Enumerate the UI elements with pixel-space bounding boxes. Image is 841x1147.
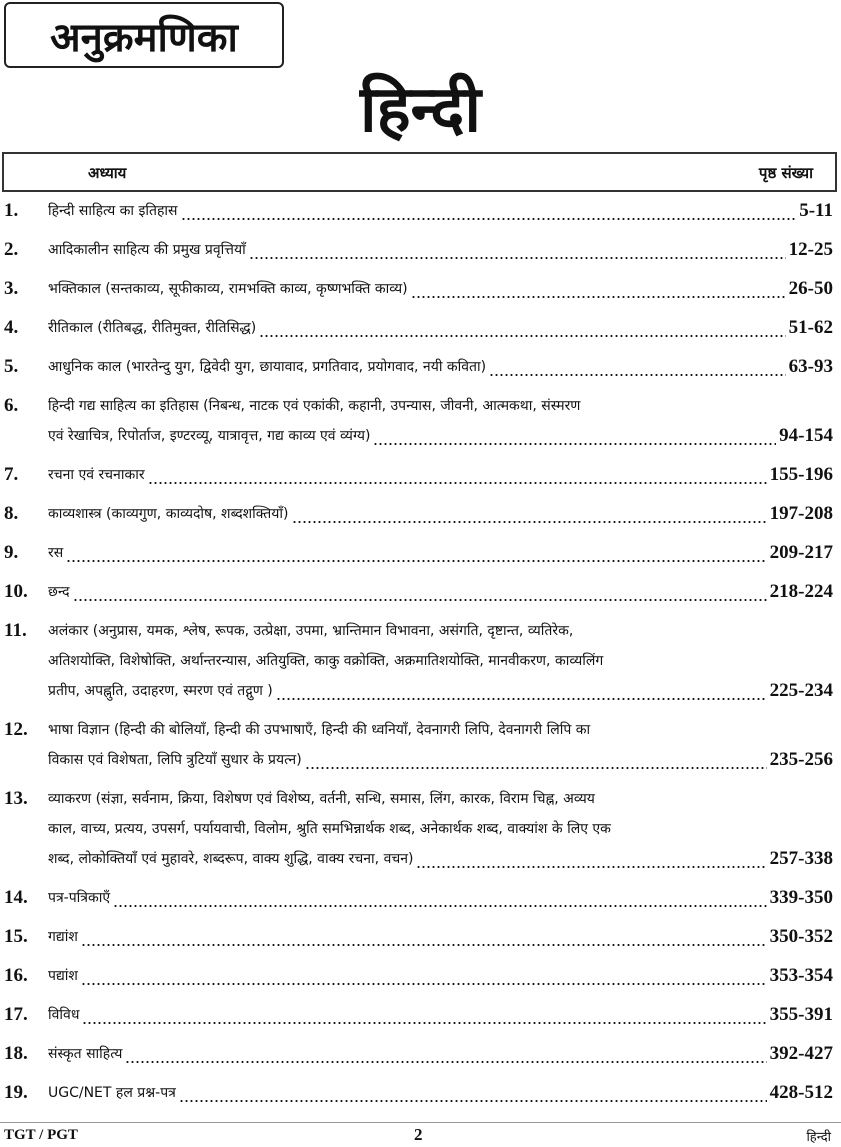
entry-pages: 392-427 [769, 1043, 833, 1064]
dot-leader [73, 577, 767, 607]
toc-entry[interactable] [0, 391, 841, 451]
entry-number: 9. [4, 542, 19, 563]
entry-number: 13. [4, 788, 28, 809]
entry-last-line [48, 421, 833, 451]
entry-body [48, 961, 841, 991]
dot-leader [489, 352, 786, 382]
toc-entry[interactable] [0, 352, 841, 382]
entry-number: 10. [4, 581, 28, 602]
entry-pages: 51-62 [788, 317, 833, 338]
entry-title-line: व्याकरण (संज्ञा, सर्वनाम, क्रिया, विशेषण एवं विशेष्य, वर्तनी, सन्धि, समास, लिंग, कारक, विराम चिह्न, अव्यय [48, 791, 595, 807]
entry-number: 8. [4, 503, 19, 524]
toc-entry[interactable] [0, 313, 841, 343]
dot-leader [66, 538, 766, 568]
entry-last-line [48, 745, 833, 775]
entry-number: 17. [4, 1004, 28, 1025]
toc-entry[interactable] [0, 715, 841, 775]
toc-entry[interactable] [0, 922, 841, 952]
entry-pages: 12-25 [788, 239, 833, 260]
entry-title-line: काव्यशास्त्र (काव्यगुण, काव्यदोष, शब्दशक्तियाँ) [48, 506, 289, 522]
footer-exam-label: TGT / PGT [4, 1127, 78, 1143]
entry-title-line: पत्र-पत्रिकाएँ [48, 890, 111, 906]
index-badge: अनुक्रमणिका [4, 2, 284, 68]
toc-entry[interactable] [0, 1039, 841, 1069]
entry-number: 11. [4, 620, 27, 641]
entry-pages: 209-217 [769, 542, 833, 563]
entry-title-line: हिन्दी साहित्य का इतिहास [48, 203, 178, 219]
entry-number: 6. [4, 395, 19, 416]
entry-body [48, 715, 841, 775]
entry-pages: 26-50 [788, 278, 833, 299]
toc-entry[interactable] [0, 196, 841, 226]
dot-leader [249, 235, 786, 265]
entry-body [48, 922, 841, 952]
entry-last-line [48, 235, 833, 265]
chapter-column-header: अध्याय [88, 164, 127, 182]
entry-body [48, 391, 841, 451]
entry-body [48, 196, 841, 226]
entry-title-line: भक्तिकाल (सन्तकाव्य, सूफीकाव्य, रामभक्ति काव्य, कृष्णभक्ति काव्य) [48, 281, 408, 297]
entry-title-line: पद्यांश [48, 968, 78, 984]
entry-title-line: रीतिकाल (रीतिबद्ध, रीतिमुक्त, रीतिसिद्ध) [48, 320, 257, 336]
entry-body [48, 784, 841, 874]
entry-title-line: अलंकार (अनुप्रास, यमक, श्लेष, रूपक, उत्प्रेक्षा, उपमा, भ्रान्तिमान विभावना, असंगति, दृष्टान्त, व्यतिरेक, [48, 623, 574, 639]
entry-pages: 63-93 [788, 356, 833, 377]
subject-title: हिन्दी [360, 73, 481, 147]
dot-leader [113, 883, 767, 913]
toc-entry[interactable] [0, 538, 841, 568]
entry-body [48, 460, 841, 490]
entry-last-line [48, 883, 833, 913]
entry-body [48, 352, 841, 382]
entry-title-line: आदिकालीन साहित्य की प्रमुख प्रवृत्तियाँ [48, 242, 246, 258]
entry-title-line: एवं रेखाचित्र, रिपोर्ताज, इण्टरव्यू, यात्रावृत्त, गद्य काव्य एवं व्यंग्य) [48, 428, 371, 444]
dot-leader [411, 274, 786, 304]
entry-last-line [48, 676, 833, 706]
entry-last-line [48, 1078, 833, 1108]
toc-entry[interactable] [0, 1000, 841, 1030]
page-number: 2 [414, 1125, 423, 1144]
entry-last-line [48, 577, 833, 607]
toc-entry[interactable] [0, 1078, 841, 1108]
entry-last-line [48, 844, 833, 874]
toc-entry[interactable] [0, 274, 841, 304]
entry-number: 2. [4, 239, 19, 260]
entry-body [48, 1000, 841, 1030]
entry-body [48, 313, 841, 343]
entry-body [48, 616, 841, 706]
toc-entry[interactable] [0, 616, 841, 706]
entry-last-line [48, 1000, 833, 1030]
entry-body [48, 538, 841, 568]
entry-title-line: छन्द [48, 584, 70, 600]
entry-pages: 355-391 [769, 1004, 833, 1025]
entry-body [48, 499, 841, 529]
entry-body [48, 883, 841, 913]
entry-last-line [48, 352, 833, 382]
entry-title-line: भाषा विज्ञान (हिन्दी की बोलियाँ, हिन्दी की उपभाषाएँ, हिन्दी की ध्वनियाँ, देवनागरी लिपि, देवनागरी लिपि का [48, 722, 591, 738]
dot-leader [181, 196, 797, 226]
entry-last-line [48, 196, 833, 226]
entry-body [48, 1078, 841, 1108]
entry-pages: 235-256 [769, 749, 833, 770]
entry-number: 19. [4, 1082, 28, 1103]
entry-number: 16. [4, 965, 28, 986]
entry-last-line [48, 1039, 833, 1069]
dot-leader [81, 961, 767, 991]
entry-pages: 218-224 [769, 581, 833, 602]
entry-body [48, 1039, 841, 1069]
dot-leader [259, 313, 785, 343]
table-header [2, 152, 837, 192]
entry-title-line: काल, वाच्य, प्रत्यय, उपसर्ग, पर्यायवाची, विलोम, श्रुति समभिन्नार्थक शब्द, अनेकार्थक शब्द, वाक्यांश के लिए एक [48, 821, 611, 837]
entry-number: 7. [4, 464, 19, 485]
entry-title-line: हिन्दी गद्य साहित्य का इतिहास (निबन्ध, नाटक एवं एकांकी, कहानी, उपन्यास, जीवनी, आत्मकथा, संस्मरण [48, 398, 581, 414]
entry-last-line [48, 961, 833, 991]
entry-number: 5. [4, 356, 19, 377]
dot-leader [276, 676, 767, 706]
entry-last-line [48, 274, 833, 304]
dot-leader [81, 922, 767, 952]
entry-pages: 339-350 [769, 887, 833, 908]
entry-title-line: संस्कृत साहित्य [48, 1046, 123, 1062]
entry-title-line: रचना एवं रचनाकार [48, 467, 145, 483]
dot-leader [416, 844, 766, 874]
entry-title-line: गद्यांश [48, 929, 78, 945]
toc-entry[interactable] [0, 235, 841, 265]
entry-title-line: प्रतीप, अपह्नुति, उदाहरण, स्मरण एवं तद्गुण ) [48, 683, 273, 699]
entry-last-line [48, 922, 833, 952]
dot-leader [292, 499, 767, 529]
page-footer [0, 1122, 841, 1147]
toc-entry[interactable] [0, 577, 841, 607]
entry-last-line [48, 499, 833, 529]
entry-number: 4. [4, 317, 19, 338]
entry-number: 18. [4, 1043, 28, 1064]
dot-leader [148, 460, 767, 490]
entry-number: 15. [4, 926, 28, 947]
dot-leader [125, 1039, 766, 1069]
entry-pages: 155-196 [769, 464, 833, 485]
entry-title-line: अतिशयोक्ति, विशेषोक्ति, अर्थान्तरन्यास, अतियुक्ति, काकु वक्रोक्ति, अक्रमातिशयोक्ति, मानवीकरण, काव्यलिंग [48, 653, 604, 669]
entry-body [48, 274, 841, 304]
dot-leader [373, 421, 776, 451]
dot-leader [179, 1078, 767, 1108]
toc-entry[interactable] [0, 460, 841, 490]
entry-number: 12. [4, 719, 28, 740]
entry-title-line: आधुनिक काल (भारतेन्दु युग, द्विवेदी युग, छायावाद, प्रगतिवाद, प्रयोगवाद, नयी कविता) [48, 359, 487, 375]
entry-body [48, 577, 841, 607]
entry-title-line: शब्द, लोकोक्तियाँ एवं मुहावरे, शब्दरूप, वाक्य शुद्धि, वाक्य रचना, वचन) [48, 851, 414, 867]
toc-entry[interactable] [0, 961, 841, 991]
entry-pages: 94-154 [779, 425, 833, 446]
dot-leader [82, 1000, 766, 1030]
toc-entry[interactable] [0, 784, 841, 874]
dot-leader [305, 745, 767, 775]
entry-number: 1. [4, 200, 19, 221]
entry-pages: 225-234 [769, 680, 833, 701]
entry-title-line: रस [48, 545, 64, 561]
entry-pages: 257-338 [769, 848, 833, 869]
page-column-header: पृष्ठ संख्या [758, 164, 813, 182]
entry-pages: 197-208 [769, 503, 833, 524]
contents-list [0, 196, 841, 1117]
entry-number: 14. [4, 887, 28, 908]
toc-entry[interactable] [0, 499, 841, 529]
footer-subject: हिन्दी [806, 1130, 831, 1145]
toc-entry[interactable] [0, 883, 841, 913]
entry-last-line [48, 460, 833, 490]
entry-pages: 353-354 [769, 965, 833, 986]
entry-number: 3. [4, 278, 19, 299]
entry-body [48, 235, 841, 265]
entry-last-line [48, 538, 833, 568]
entry-title-line: विकास एवं विशेषता, लिपि त्रुटियाँ सुधार के प्रयत्न) [48, 752, 302, 768]
entry-pages: 350-352 [769, 926, 833, 947]
entry-title-line: विविध [48, 1007, 80, 1023]
entry-last-line [48, 313, 833, 343]
entry-pages: 428-512 [769, 1082, 833, 1103]
entry-pages: 5-11 [799, 200, 833, 221]
entry-title-line: UGC/NET हल प्रश्न-पत्र [48, 1085, 176, 1101]
